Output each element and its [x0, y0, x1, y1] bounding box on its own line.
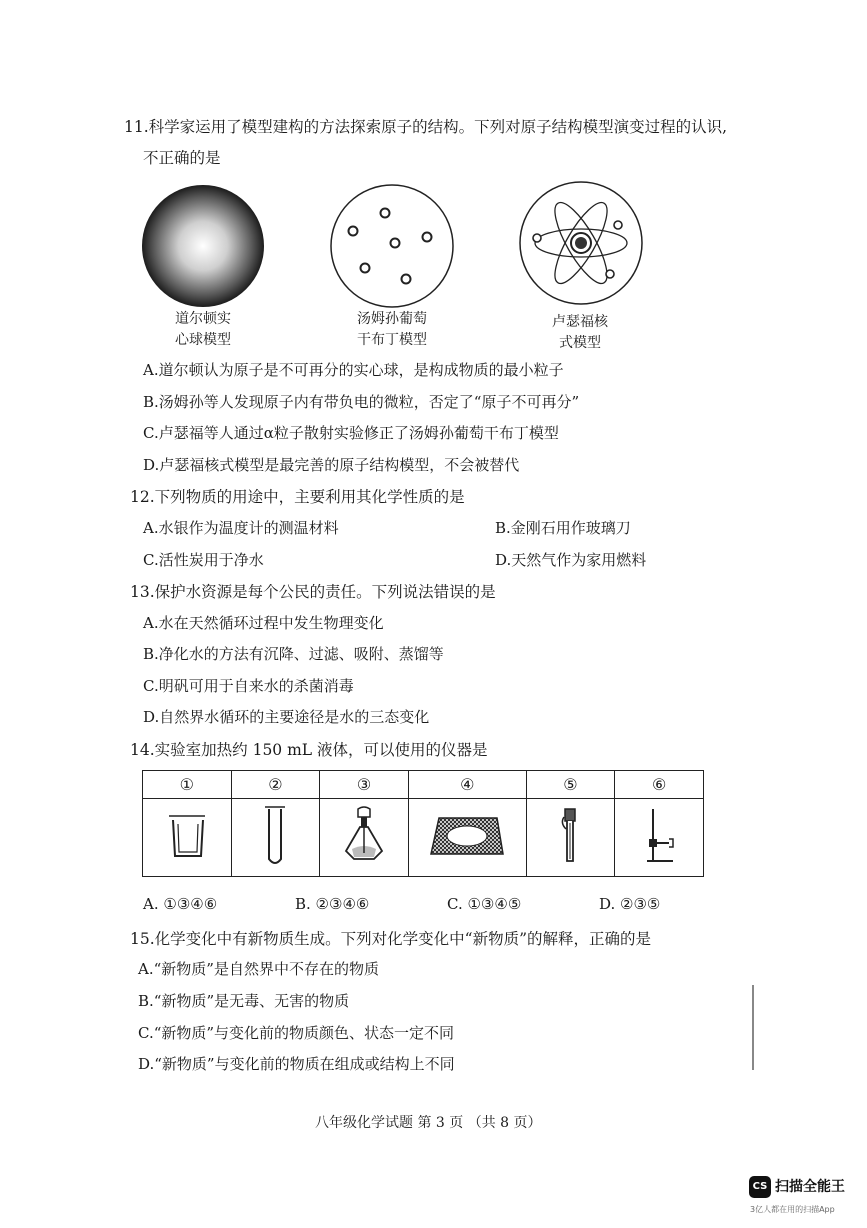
apparatus-table — [142, 770, 704, 877]
q13-option-c: C.明矾可用于自来水的杀菌消毒 — [143, 677, 354, 695]
scanner-app-slogan: 3亿人都在用的扫描App — [750, 1205, 835, 1214]
rutherford-caption — [532, 312, 628, 354]
scan-edge-mark — [752, 985, 754, 1070]
q13-stem: 13.保护水资源是每个公民的责任。下列说法错误的是 — [130, 583, 496, 601]
test-tube-icon — [245, 803, 305, 869]
thomson-caption — [340, 309, 444, 351]
rutherford-caption-line1: 卢瑟福核 — [552, 314, 608, 330]
q12-stem: 12.下列物质的用途中，主要利用其化学性质的是 — [130, 488, 465, 506]
page-footer: 八年级化学试题 第 3 页 （共 8 页） — [315, 1115, 542, 1131]
q11-option-b: B.汤姆孙等人发现原子内有带负电的微粒，否定了“原子不可再分” — [143, 393, 580, 411]
thomson-caption-line1: 汤姆孙葡萄 — [357, 311, 427, 327]
apparatus-label-3: ③ — [320, 771, 409, 799]
rutherford-caption-line2: 式模型 — [559, 335, 601, 351]
alcohol-lamp-icon — [334, 803, 394, 869]
beaker-icon — [157, 806, 217, 866]
q12-option-c: C.活性炭用于净水 — [143, 551, 264, 569]
apparatus-cell-4 — [408, 799, 526, 877]
apparatus-cell-5 — [526, 799, 615, 877]
asbestos-gauze-icon — [427, 814, 507, 858]
thomson-caption-line2: 干布丁模型 — [357, 332, 427, 348]
q14-option-b: B. ②③④⑥ — [295, 895, 370, 913]
q14-option-c: C. ①③④⑤ — [447, 895, 522, 913]
dalton-caption-line1: 道尔顿实 — [175, 311, 231, 327]
apparatus-label-5: ⑤ — [526, 771, 615, 799]
q11-option-a: A.道尔顿认为原子是不可再分的实心球，是构成物质的最小粒子 — [143, 361, 564, 379]
q13-option-b: B.净化水的方法有沉降、过滤、吸附、蒸馏等 — [143, 645, 444, 663]
q14-stem: 14.实验室加热约 150 mL 液体，可以使用的仪器是 — [130, 741, 488, 759]
q15-option-c: C.“新物质”与变化前的物质颜色、状态一定不同 — [138, 1024, 455, 1042]
scanner-app-name: 扫描全能王 — [775, 1179, 845, 1195]
q13-option-a: A.水在天然循环过程中发生物理变化 — [143, 614, 384, 632]
q15-option-a: A.“新物质”是自然界中不存在的物质 — [138, 960, 379, 978]
q11-stem-line1: 11.科学家运用了模型建构的方法探索原子的结构。下列对原子结构模型演变过程的认识, — [124, 118, 728, 136]
q13-option-d: D.自然界水循环的主要途径是水的三态变化 — [143, 708, 430, 726]
q12-option-d: D.天然气作为家用燃料 — [495, 551, 647, 569]
apparatus-label-1: ① — [143, 771, 232, 799]
q12-option-a: A.水银作为温度计的测温材料 — [143, 519, 339, 537]
apparatus-label-2: ② — [231, 771, 320, 799]
apparatus-cell-6 — [615, 799, 704, 877]
q15-option-d: D.“新物质”与变化前的物质在组成或结构上不同 — [138, 1055, 455, 1073]
q14-option-d: D. ②③⑤ — [599, 895, 661, 913]
scanner-logo-badge: CS — [749, 1176, 771, 1198]
q11-option-c: C.卢瑟福等人通过α粒子散射实验修正了汤姆孙葡萄干布丁模型 — [143, 424, 559, 442]
apparatus-label-4: ④ — [408, 771, 526, 799]
q11-option-d: D.卢瑟福核式模型是最完善的原子结构模型，不会被替代 — [143, 456, 520, 474]
q12-option-b: B.金刚石用作玻璃刀 — [495, 519, 631, 537]
apparatus-cell-2 — [231, 799, 320, 877]
q11-stem-line2: 不正确的是 — [143, 149, 221, 167]
apparatus-cell-3 — [320, 799, 409, 877]
dalton-caption-line2: 心球模型 — [175, 332, 231, 348]
dalton-caption — [155, 309, 251, 351]
apparatus-label-6: ⑥ — [615, 771, 704, 799]
q15-option-b: B.“新物质”是无毒、无害的物质 — [138, 992, 350, 1010]
rutherford-nuclear-model — [518, 180, 644, 306]
test-tube-holder-icon — [540, 803, 600, 869]
thomson-plum-pudding-model — [329, 183, 455, 309]
q15-stem: 15.化学变化中有新物质生成。下列对化学变化中“新物质”的解释，正确的是 — [130, 930, 652, 948]
dalton-solid-sphere-model — [140, 183, 266, 309]
apparatus-cell-1 — [143, 799, 232, 877]
q14-option-a: A. ①③④⑥ — [143, 895, 218, 913]
iron-stand-icon — [629, 803, 689, 869]
